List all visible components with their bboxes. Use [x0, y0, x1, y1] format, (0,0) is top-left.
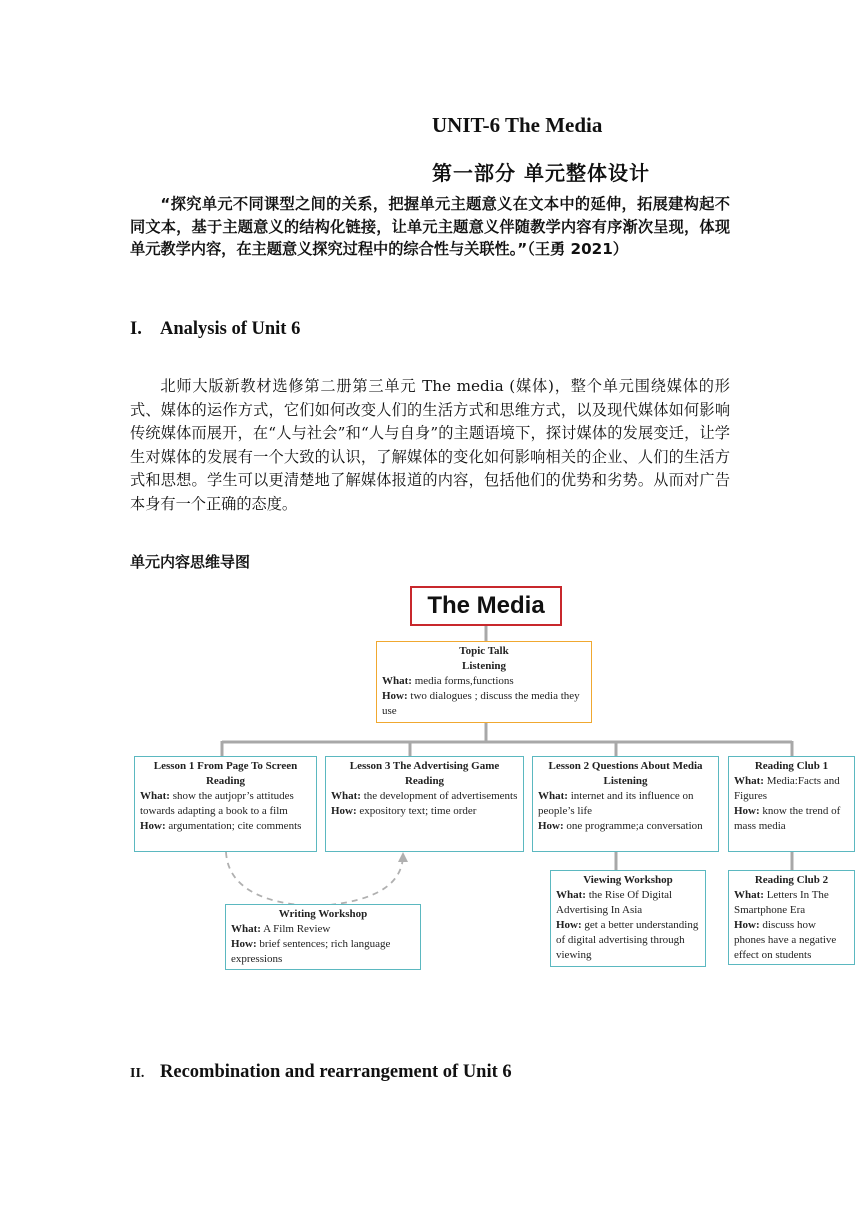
node-what: A Film Review: [260, 923, 331, 935]
part-title: 第一部分 单元整体设计: [432, 161, 650, 185]
node-title: Writing Workshop: [278, 908, 368, 920]
writing-workshop-node: [225, 904, 421, 970]
node-subtitle: Listening: [461, 660, 506, 672]
what-label: What:: [231, 923, 261, 935]
node-title: Lesson 1 From Page To Screen: [153, 760, 298, 772]
node-title: Lesson 2 Questions About Media: [548, 760, 703, 772]
how-label: How:: [734, 919, 760, 931]
node-title: Reading Club 1: [754, 760, 829, 772]
how-label: How:: [538, 820, 564, 832]
viewing-workshop-node: [550, 870, 706, 967]
lesson2-node: [532, 756, 719, 852]
unit-title: UNIT-6 The Media: [432, 113, 603, 137]
what-label: What:: [734, 889, 764, 901]
analysis-paragraph: 北师大版新教材选修第二册第三单元 The media (媒体)，整个单元围绕媒体的形式、媒体的运作方式，它们如何改变人们的生活方式和思维方式，以及现代媒体如何影响传统媒体而展开，在“人与社会”和“人与自身”的主题语境下，探讨媒体的发展变迁，让学生对媒体的发展有一个大致的认识，了解媒体的变化如何影响相关的企业、人们的生活方式和思想。学生可以更清楚地了解媒体报道的内容，包括他们的优势和劣势。从而对广告本身有一个正确的态度。: [130, 377, 730, 513]
node-how: argumentation; cite comments: [165, 820, 302, 832]
section-number: II.: [130, 1066, 145, 1081]
what-label: What:: [556, 889, 586, 901]
node-how: discuss how phones have a negative effect on students: [734, 919, 837, 961]
how-label: How:: [382, 690, 408, 702]
node-what: Letters In The Smartphone Era: [734, 889, 829, 916]
node-title: Reading Club 2: [754, 874, 829, 886]
lesson1-node: [134, 756, 317, 852]
node-how: know the trend of mass media: [734, 805, 841, 832]
node-how: brief sentences; rich language expressions: [231, 938, 391, 965]
node-subtitle: Reading: [404, 775, 445, 787]
node-what: the development of advertisements: [360, 790, 518, 802]
what-label: What:: [140, 790, 170, 802]
node-what: the Rise Of Digital Advertising In Asia: [556, 889, 673, 916]
node-what: internet and its influence on people’s life: [538, 790, 694, 817]
node-how: one programme;a conversation: [563, 820, 703, 832]
mindmap-label: 单元内容思维导图: [130, 553, 251, 571]
section-heading-recombination: [130, 1062, 512, 1083]
node-title: Topic Talk: [459, 645, 509, 657]
node-what: Media:Facts and Figures: [734, 775, 840, 802]
node-subtitle: Listening: [603, 775, 648, 787]
how-label: How:: [556, 919, 582, 931]
node-how: expository text; time order: [356, 805, 477, 817]
node-how: two dialogues ; discuss the media they use: [382, 690, 580, 717]
topic-talk-node: [376, 641, 592, 723]
section-title: Analysis of Unit 6: [160, 319, 301, 339]
node-title: Lesson 3 The Advertising Game: [349, 760, 500, 772]
reading-club2-node: [728, 870, 855, 965]
quote-paragraph: “探究单元不同课型之间的关系，把握单元主题意义在文本中的延伸，拓展建构起不同文本，基于主题意义的结构化链接，让单元主题意义伴随教学内容有序渐次呈现，体现单元教学内容，在主题意义探究过程中的综合性与关联性。”（王勇 2021）: [130, 195, 730, 258]
what-label: What:: [538, 790, 568, 802]
node-subtitle: Reading: [205, 775, 246, 787]
how-label: How:: [734, 805, 760, 817]
node-title: Viewing Workshop: [583, 874, 673, 886]
what-label: What:: [331, 790, 361, 802]
node-what: media forms,functions: [411, 675, 514, 687]
lesson3-node: [325, 756, 524, 852]
how-label: How:: [331, 805, 357, 817]
node-how: get a better understanding of digital advertising through viewing: [556, 919, 699, 961]
section-number: I.: [130, 319, 142, 339]
mindmap-root: The Media: [410, 586, 562, 626]
how-label: How:: [231, 938, 257, 950]
node-what: show the autjopr’s attitudes towards adapting a book to a film: [140, 790, 294, 817]
what-label: What:: [382, 675, 412, 687]
section-title: Recombination and rearrangement of Unit 6: [160, 1062, 512, 1082]
reading-club1-node: [728, 756, 855, 852]
how-label: How:: [140, 820, 166, 832]
what-label: What:: [734, 775, 764, 787]
